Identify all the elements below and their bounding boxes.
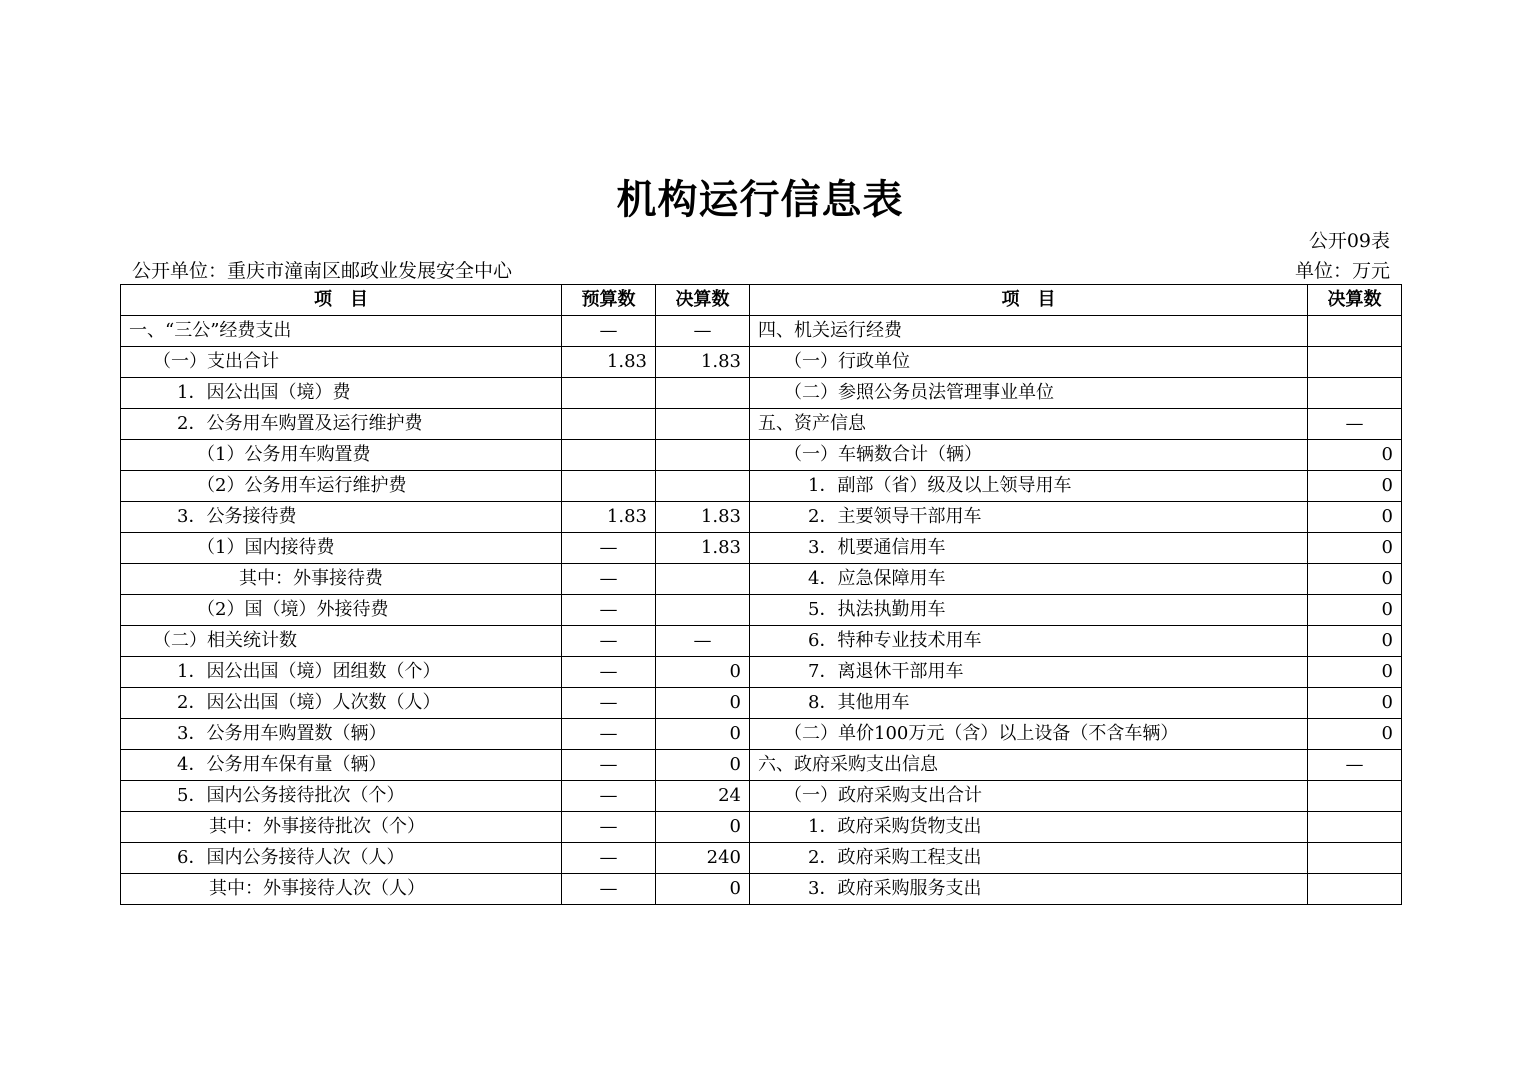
currency-unit: 单位：万元: [1294, 260, 1390, 282]
row-right-final-value: 0: [1308, 688, 1402, 719]
row-budget-value: —: [562, 533, 656, 564]
header-left-item: 项 目: [121, 285, 562, 316]
table-row: [121, 626, 1402, 657]
row-final-value: 0: [656, 874, 750, 905]
row-final-value: 1.83: [656, 502, 750, 533]
row-budget-value: —: [562, 719, 656, 750]
row-right-final-value: 0: [1308, 657, 1402, 688]
row-left-item: （二）相关统计数: [121, 626, 562, 657]
row-final-value: 24: [656, 781, 750, 812]
row-budget-value: —: [562, 657, 656, 688]
table-row: [121, 595, 1402, 626]
row-final-value: 0: [656, 750, 750, 781]
row-final-value: [656, 564, 750, 595]
table-row: [121, 688, 1402, 719]
header-budget: 预算数: [562, 285, 656, 316]
header-final-left: 决算数: [656, 285, 750, 316]
row-final-value: [656, 595, 750, 626]
row-left-item: （1）国内接待费: [121, 533, 562, 564]
row-right-final-value: [1308, 812, 1402, 843]
table-row: [121, 874, 1402, 905]
row-final-value: —: [656, 316, 750, 347]
row-left-item: （2）国（境）外接待费: [121, 595, 562, 626]
table-row: [121, 812, 1402, 843]
table-row: [121, 347, 1402, 378]
table-row: [121, 843, 1402, 874]
row-right-item: 2．主要领导干部用车: [750, 502, 1308, 533]
table-row: [121, 750, 1402, 781]
row-right-final-value: —: [1308, 409, 1402, 440]
row-right-item: 2．政府采购工程支出: [750, 843, 1308, 874]
row-right-final-value: 0: [1308, 533, 1402, 564]
row-right-final-value: —: [1308, 750, 1402, 781]
row-budget-value: [562, 378, 656, 409]
row-budget-value: —: [562, 812, 656, 843]
row-left-item: 其中：外事接待批次（个）: [121, 812, 562, 843]
row-right-item: 六、政府采购支出信息: [750, 750, 1308, 781]
row-right-item: （二）参照公务员法管理事业单位: [750, 378, 1308, 409]
reporting-unit: 公开单位：重庆市潼南区邮政业发展安全中心: [132, 260, 513, 282]
row-final-value: [656, 378, 750, 409]
row-right-item: 3．政府采购服务支出: [750, 874, 1308, 905]
row-left-item: 2．因公出国（境）人次数（人）: [121, 688, 562, 719]
row-budget-value: —: [562, 316, 656, 347]
table-row: [121, 440, 1402, 471]
row-right-final-value: [1308, 843, 1402, 874]
row-budget-value: 1.83: [562, 502, 656, 533]
row-left-item: （一）支出合计: [121, 347, 562, 378]
table-row: [121, 781, 1402, 812]
header-final-right: 决算数: [1308, 285, 1402, 316]
row-left-item: 1．因公出国（境）团组数（个）: [121, 657, 562, 688]
row-right-item: 1．副部（省）级及以上领导用车: [750, 471, 1308, 502]
table-row: [121, 719, 1402, 750]
row-right-item: （一）行政单位: [750, 347, 1308, 378]
table-body: [121, 316, 1402, 905]
info-table: [120, 284, 1402, 905]
row-budget-value: —: [562, 750, 656, 781]
row-final-value: 0: [656, 719, 750, 750]
row-right-final-value: [1308, 378, 1402, 409]
row-budget-value: 1.83: [562, 347, 656, 378]
table-row: [121, 564, 1402, 595]
table-row: [121, 409, 1402, 440]
row-left-item: （2）公务用车运行维护费: [121, 471, 562, 502]
row-right-item: 4．应急保障用车: [750, 564, 1308, 595]
row-budget-value: —: [562, 874, 656, 905]
row-right-item: 四、机关运行经费: [750, 316, 1308, 347]
row-budget-value: [562, 440, 656, 471]
row-right-item: （一）车辆数合计（辆）: [750, 440, 1308, 471]
row-right-final-value: 0: [1308, 719, 1402, 750]
row-left-item: 2．公务用车购置及运行维护费: [121, 409, 562, 440]
row-budget-value: —: [562, 564, 656, 595]
row-right-item: （一）政府采购支出合计: [750, 781, 1308, 812]
row-right-final-value: 0: [1308, 440, 1402, 471]
row-final-value: 1.83: [656, 533, 750, 564]
table-header-row: [121, 285, 1402, 316]
table-row: [121, 657, 1402, 688]
row-left-item: 其中：外事接待人次（人）: [121, 874, 562, 905]
row-final-value: 0: [656, 657, 750, 688]
row-right-final-value: 0: [1308, 595, 1402, 626]
row-budget-value: [562, 409, 656, 440]
row-final-value: 0: [656, 812, 750, 843]
row-left-item: 3．公务用车购置数（辆）: [121, 719, 562, 750]
table-row: [121, 316, 1402, 347]
row-left-item: 4．公务用车保有量（辆）: [121, 750, 562, 781]
row-final-value: [656, 471, 750, 502]
table-row: [121, 533, 1402, 564]
row-right-final-value: 0: [1308, 471, 1402, 502]
row-right-item: 8．其他用车: [750, 688, 1308, 719]
row-left-item: （1）公务用车购置费: [121, 440, 562, 471]
row-budget-value: —: [562, 781, 656, 812]
row-final-value: [656, 440, 750, 471]
row-left-item: 5．国内公务接待批次（个）: [121, 781, 562, 812]
row-right-item: 1．政府采购货物支出: [750, 812, 1308, 843]
row-final-value: —: [656, 626, 750, 657]
row-right-item: （二）单价100万元（含）以上设备（不含车辆）: [750, 719, 1308, 750]
row-final-value: 240: [656, 843, 750, 874]
table-row: [121, 502, 1402, 533]
row-right-final-value: [1308, 347, 1402, 378]
row-budget-value: —: [562, 595, 656, 626]
row-left-item: 其中：外事接待费: [121, 564, 562, 595]
row-right-item: 3．机要通信用车: [750, 533, 1308, 564]
row-budget-value: [562, 471, 656, 502]
table-row: [121, 378, 1402, 409]
row-right-item: 5．执法执勤用车: [750, 595, 1308, 626]
row-right-item: 五、资产信息: [750, 409, 1308, 440]
row-final-value: 0: [656, 688, 750, 719]
row-right-final-value: 0: [1308, 502, 1402, 533]
row-final-value: [656, 409, 750, 440]
table-row: [121, 471, 1402, 502]
form-number: 公开09表: [1308, 230, 1390, 252]
header-right-item: 项 目: [750, 285, 1308, 316]
row-right-item: 6．特种专业技术用车: [750, 626, 1308, 657]
row-left-item: 一、“三公”经费支出: [121, 316, 562, 347]
row-right-item: 7．离退休干部用车: [750, 657, 1308, 688]
page-title: 机构运行信息表: [616, 177, 904, 223]
row-right-final-value: [1308, 316, 1402, 347]
row-budget-value: —: [562, 843, 656, 874]
row-right-final-value: 0: [1308, 626, 1402, 657]
row-budget-value: —: [562, 688, 656, 719]
row-left-item: 1．因公出国（境）费: [121, 378, 562, 409]
row-left-item: 6．国内公务接待人次（人）: [121, 843, 562, 874]
row-right-final-value: [1308, 781, 1402, 812]
row-right-final-value: [1308, 874, 1402, 905]
row-budget-value: —: [562, 626, 656, 657]
row-right-final-value: 0: [1308, 564, 1402, 595]
row-left-item: 3．公务接待费: [121, 502, 562, 533]
row-final-value: 1.83: [656, 347, 750, 378]
